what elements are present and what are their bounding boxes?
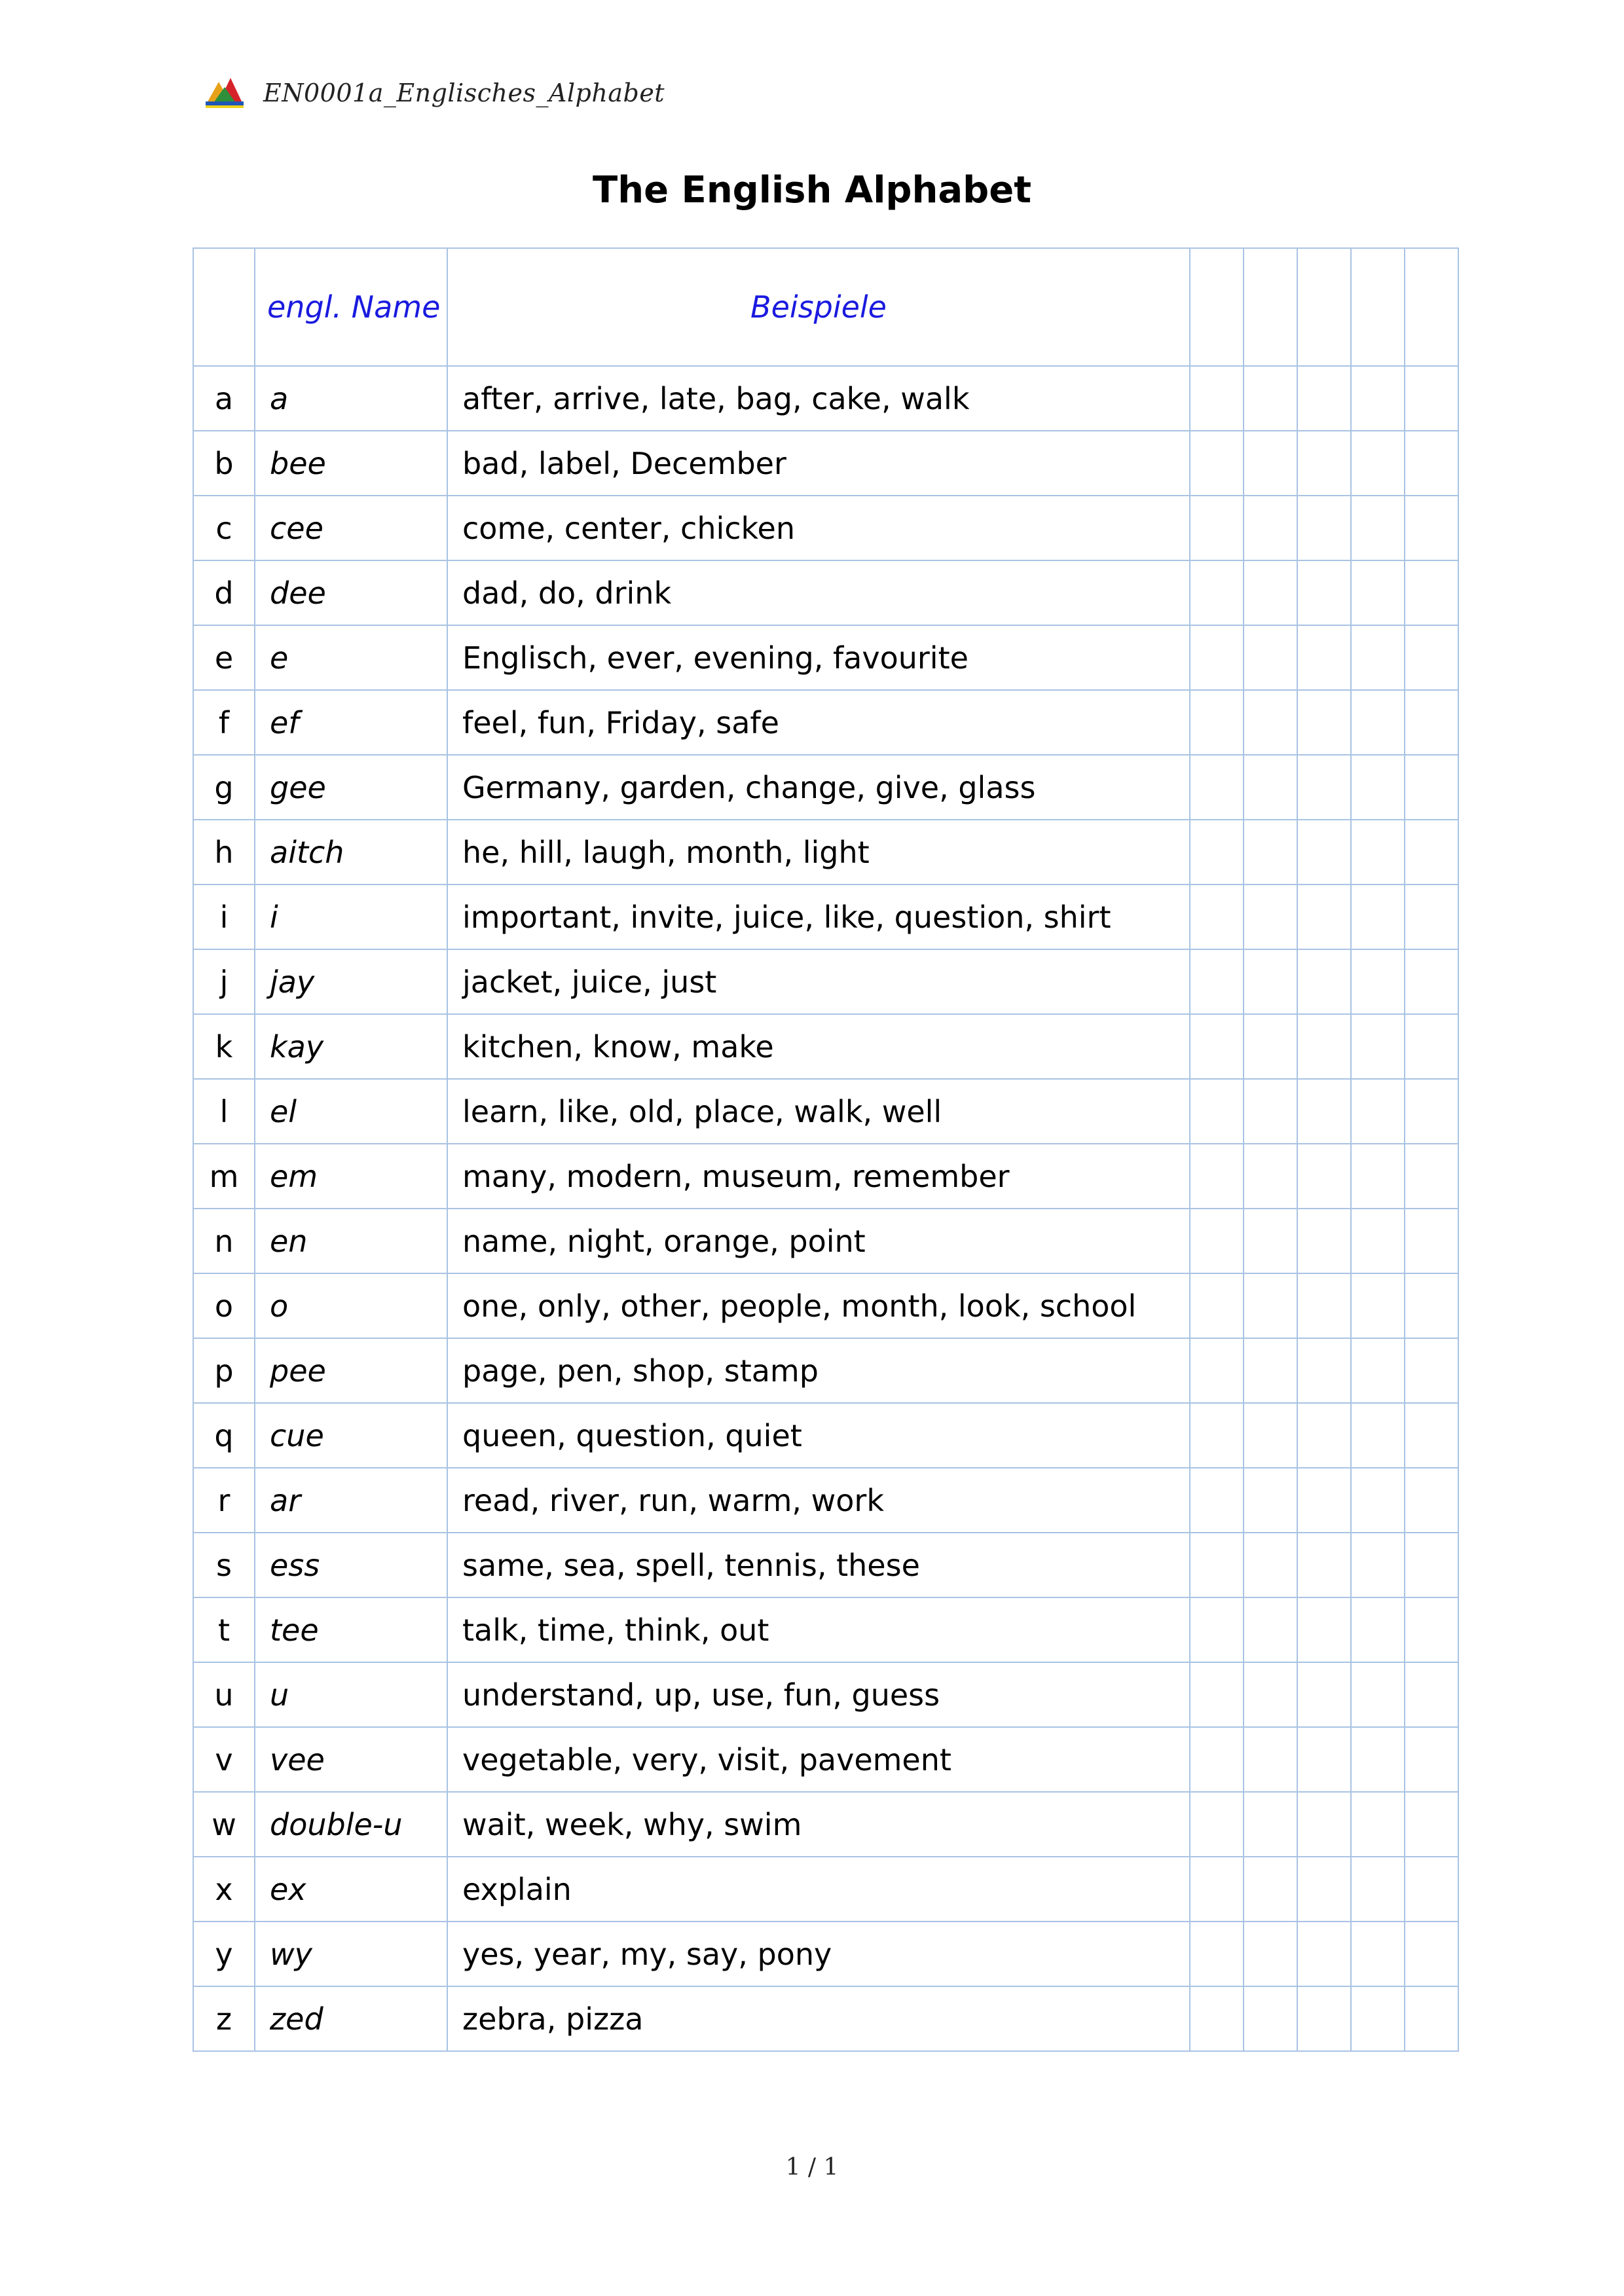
blank-cell [1190, 820, 1244, 884]
blank-cell [1351, 625, 1405, 690]
blank-cell [1405, 431, 1458, 496]
blank-cell [1405, 1597, 1458, 1662]
alphabet-table [193, 247, 1459, 2052]
blank-cell [1351, 1338, 1405, 1403]
blank-cell [1351, 366, 1405, 431]
blank-cell [1351, 1662, 1405, 1727]
blank-cell [1351, 820, 1405, 884]
blank-cell [1297, 1079, 1351, 1144]
blank-cell [1244, 366, 1297, 431]
blank-cell [1190, 949, 1244, 1014]
document-header [204, 73, 665, 113]
blank-cell [1297, 1338, 1351, 1403]
blank-cell [1244, 1597, 1297, 1662]
blank-cell [1190, 1079, 1244, 1144]
table-row [193, 1338, 1458, 1403]
name-cell: ar [255, 1468, 447, 1533]
blank-cell [1297, 690, 1351, 755]
letter-cell: u [193, 1662, 255, 1727]
blank-cell [1297, 625, 1351, 690]
blank-cell [1405, 755, 1458, 820]
blank-cell [1190, 1403, 1244, 1468]
examples-cell: queen, question, quiet [447, 1403, 1190, 1468]
blank-cell [1190, 496, 1244, 560]
blank-cell [1351, 560, 1405, 625]
letter-cell: h [193, 820, 255, 884]
table-row [193, 884, 1458, 949]
blank-cell [1297, 1727, 1351, 1792]
blank-cell [1297, 1403, 1351, 1468]
letter-cell: p [193, 1338, 255, 1403]
blank-cell [1405, 1014, 1458, 1079]
blank-cell [1297, 755, 1351, 820]
name-cell: pee [255, 1338, 447, 1403]
blank-cell [1405, 1338, 1458, 1403]
name-cell: double-u [255, 1792, 447, 1857]
letter-cell: k [193, 1014, 255, 1079]
table-row [193, 949, 1458, 1014]
blank-cell [1244, 1922, 1297, 1986]
blank-cell [1190, 366, 1244, 431]
blank-cell [1405, 1533, 1458, 1597]
blank-cell [1351, 1468, 1405, 1533]
blank-cell [1405, 820, 1458, 884]
letter-cell: s [193, 1533, 255, 1597]
blank-cell [1190, 1014, 1244, 1079]
blank-cell [1244, 1986, 1297, 2051]
examples-cell: after, arrive, late, bag, cake, walk [447, 366, 1190, 431]
letter-cell: i [193, 884, 255, 949]
blank-cell [1297, 1662, 1351, 1727]
blank-cell [1190, 560, 1244, 625]
table-row [193, 820, 1458, 884]
name-cell: ef [255, 690, 447, 755]
blank-cell [1405, 1986, 1458, 2051]
blank-cell [1190, 1792, 1244, 1857]
blank-cell [1405, 1079, 1458, 1144]
blank-cell [1297, 496, 1351, 560]
name-cell: ex [255, 1857, 447, 1922]
name-cell: gee [255, 755, 447, 820]
table-row [193, 1986, 1458, 2051]
blank-cell [1351, 1792, 1405, 1857]
blank-cell [1190, 755, 1244, 820]
name-cell: kay [255, 1014, 447, 1079]
examples-cell: learn, like, old, place, walk, well [447, 1079, 1190, 1144]
blank-cell [1351, 1273, 1405, 1338]
blank-cell [1190, 1533, 1244, 1597]
blank-cell [1244, 884, 1297, 949]
blank-cell [1244, 431, 1297, 496]
examples-cell: zebra, pizza [447, 1986, 1190, 2051]
examples-cell: many, modern, museum, remember [447, 1144, 1190, 1209]
blank-cell [1405, 1792, 1458, 1857]
publisher-logo-icon [204, 77, 245, 109]
blank-cell [1244, 755, 1297, 820]
blank-cell [1405, 625, 1458, 690]
blank-cell [1405, 949, 1458, 1014]
name-cell: cee [255, 496, 447, 560]
examples-cell: Englisch, ever, evening, favourite [447, 625, 1190, 690]
table-row [193, 1273, 1458, 1338]
blank-cell [1190, 1986, 1244, 2051]
name-cell: wy [255, 1922, 447, 1986]
examples-cell: one, only, other, people, month, look, school [447, 1273, 1190, 1338]
examples-cell: kitchen, know, make [447, 1014, 1190, 1079]
blank-cell [1351, 1209, 1405, 1273]
blank-cell [1405, 1857, 1458, 1922]
examples-cell: jacket, juice, just [447, 949, 1190, 1014]
blank-cell [1297, 1857, 1351, 1922]
letter-cell: v [193, 1727, 255, 1792]
blank-cell [1190, 625, 1244, 690]
letter-cell: b [193, 431, 255, 496]
document-code: EN0001a_Englisches_Alphabet [263, 79, 665, 107]
letter-cell: m [193, 1144, 255, 1209]
examples-cell: understand, up, use, fun, guess [447, 1662, 1190, 1727]
examples-cell: Germany, garden, change, give, glass [447, 755, 1190, 820]
examples-cell: dad, do, drink [447, 560, 1190, 625]
name-cell: em [255, 1144, 447, 1209]
blank-cell [1190, 690, 1244, 755]
examples-cell: come, center, chicken [447, 496, 1190, 560]
name-cell: u [255, 1662, 447, 1727]
blank-cell [1351, 1403, 1405, 1468]
table-row [193, 1079, 1458, 1144]
blank-cell [1351, 1533, 1405, 1597]
letter-cell: j [193, 949, 255, 1014]
table-row [193, 1468, 1458, 1533]
blank-cell [1244, 690, 1297, 755]
blank-cell [1297, 1792, 1351, 1857]
blank-cell [1351, 248, 1405, 366]
examples-cell: vegetable, very, visit, pavement [447, 1727, 1190, 1792]
table-row [193, 1597, 1458, 1662]
table-row [193, 366, 1458, 431]
name-cell: aitch [255, 820, 447, 884]
table-row [193, 690, 1458, 755]
header-examples-cell: Beispiele [447, 248, 1190, 366]
blank-cell [1297, 1144, 1351, 1209]
blank-cell [1190, 1144, 1244, 1209]
blank-cell [1190, 1727, 1244, 1792]
header-letter-cell [193, 248, 255, 366]
table-row [193, 1209, 1458, 1273]
blank-cell [1244, 560, 1297, 625]
letter-cell: t [193, 1597, 255, 1662]
name-cell: a [255, 366, 447, 431]
blank-cell [1244, 1338, 1297, 1403]
page-title: The English Alphabet [593, 169, 1031, 211]
table-row [193, 1857, 1458, 1922]
letter-cell: a [193, 366, 255, 431]
blank-cell [1190, 1209, 1244, 1273]
blank-cell [1351, 1597, 1405, 1662]
blank-cell [1190, 1273, 1244, 1338]
letter-cell: n [193, 1209, 255, 1273]
table-row [193, 560, 1458, 625]
name-cell: tee [255, 1597, 447, 1662]
blank-cell [1190, 431, 1244, 496]
blank-cell [1190, 248, 1244, 366]
blank-cell [1297, 366, 1351, 431]
blank-cell [1244, 248, 1297, 366]
blank-cell [1244, 625, 1297, 690]
blank-cell [1190, 1922, 1244, 1986]
blank-cell [1297, 1273, 1351, 1338]
name-cell: ess [255, 1533, 447, 1597]
letter-cell: x [193, 1857, 255, 1922]
table-row [193, 1727, 1458, 1792]
name-cell: zed [255, 1986, 447, 2051]
blank-cell [1244, 1792, 1297, 1857]
table-row [193, 1144, 1458, 1209]
table-row [193, 1533, 1458, 1597]
blank-cell [1244, 1533, 1297, 1597]
blank-cell [1190, 884, 1244, 949]
blank-cell [1405, 1468, 1458, 1533]
letter-cell: o [193, 1273, 255, 1338]
blank-cell [1351, 1857, 1405, 1922]
name-cell: el [255, 1079, 447, 1144]
blank-cell [1351, 1014, 1405, 1079]
blank-cell [1297, 431, 1351, 496]
blank-cell [1244, 820, 1297, 884]
examples-cell: yes, year, my, say, pony [447, 1922, 1190, 1986]
examples-cell: page, pen, shop, stamp [447, 1338, 1190, 1403]
letter-cell: c [193, 496, 255, 560]
blank-cell [1297, 1597, 1351, 1662]
table-row [193, 431, 1458, 496]
letter-cell: y [193, 1922, 255, 1986]
letter-cell: q [193, 1403, 255, 1468]
blank-cell [1244, 496, 1297, 560]
blank-cell [1297, 1014, 1351, 1079]
blank-cell [1297, 884, 1351, 949]
letter-cell: w [193, 1792, 255, 1857]
blank-cell [1405, 690, 1458, 755]
blank-cell [1351, 884, 1405, 949]
blank-cell [1244, 1662, 1297, 1727]
table-row [193, 625, 1458, 690]
blank-cell [1405, 884, 1458, 949]
blank-cell [1351, 690, 1405, 755]
blank-cell [1405, 1403, 1458, 1468]
blank-cell [1190, 1857, 1244, 1922]
blank-cell [1405, 1273, 1458, 1338]
blank-cell [1351, 949, 1405, 1014]
blank-cell [1297, 1209, 1351, 1273]
blank-cell [1244, 1727, 1297, 1792]
table-header-row [193, 248, 1458, 366]
blank-cell [1405, 1144, 1458, 1209]
name-cell: dee [255, 560, 447, 625]
letter-cell: e [193, 625, 255, 690]
page-number: 1 / 1 [785, 2154, 839, 2181]
blank-cell [1244, 1014, 1297, 1079]
blank-cell [1405, 1209, 1458, 1273]
blank-cell [1351, 496, 1405, 560]
blank-cell [1190, 1468, 1244, 1533]
name-cell: o [255, 1273, 447, 1338]
table-row [193, 755, 1458, 820]
examples-cell: important, invite, juice, like, question, shirt [447, 884, 1190, 949]
examples-cell: he, hill, laugh, month, light [447, 820, 1190, 884]
table-row [193, 1014, 1458, 1079]
name-cell: jay [255, 949, 447, 1014]
examples-cell: name, night, orange, point [447, 1209, 1190, 1273]
blank-cell [1351, 1922, 1405, 1986]
examples-cell: wait, week, why, swim [447, 1792, 1190, 1857]
blank-cell [1297, 1533, 1351, 1597]
blank-cell [1244, 1468, 1297, 1533]
table-row [193, 1792, 1458, 1857]
blank-cell [1244, 1079, 1297, 1144]
examples-cell: same, sea, spell, tennis, these [447, 1533, 1190, 1597]
blank-cell [1244, 1273, 1297, 1338]
blank-cell [1405, 1662, 1458, 1727]
examples-cell: explain [447, 1857, 1190, 1922]
blank-cell [1190, 1662, 1244, 1727]
blank-cell [1190, 1338, 1244, 1403]
blank-cell [1351, 1727, 1405, 1792]
name-cell: e [255, 625, 447, 690]
blank-cell [1351, 1986, 1405, 2051]
blank-cell [1405, 366, 1458, 431]
table-row [193, 1922, 1458, 1986]
name-cell: cue [255, 1403, 447, 1468]
name-cell: en [255, 1209, 447, 1273]
blank-cell [1297, 248, 1351, 366]
letter-cell: l [193, 1079, 255, 1144]
blank-cell [1405, 1727, 1458, 1792]
blank-cell [1405, 560, 1458, 625]
letter-cell: f [193, 690, 255, 755]
table-row [193, 1662, 1458, 1727]
name-cell: bee [255, 431, 447, 496]
blank-cell [1297, 1922, 1351, 1986]
blank-cell [1297, 1986, 1351, 2051]
letter-cell: d [193, 560, 255, 625]
blank-cell [1190, 1597, 1244, 1662]
letter-cell: z [193, 1986, 255, 2051]
examples-cell: talk, time, think, out [447, 1597, 1190, 1662]
blank-cell [1297, 1468, 1351, 1533]
examples-cell: read, river, run, warm, work [447, 1468, 1190, 1533]
header-name-cell: engl. Name [255, 248, 447, 366]
blank-cell [1244, 1144, 1297, 1209]
blank-cell [1405, 248, 1458, 366]
letter-cell: r [193, 1468, 255, 1533]
examples-cell: feel, fun, Friday, safe [447, 690, 1190, 755]
examples-cell: bad, label, December [447, 431, 1190, 496]
blank-cell [1244, 1857, 1297, 1922]
name-cell: vee [255, 1727, 447, 1792]
table-row [193, 1403, 1458, 1468]
table-row [193, 496, 1458, 560]
blank-cell [1351, 431, 1405, 496]
blank-cell [1244, 949, 1297, 1014]
blank-cell [1244, 1403, 1297, 1468]
blank-cell [1405, 1922, 1458, 1986]
blank-cell [1297, 820, 1351, 884]
blank-cell [1297, 560, 1351, 625]
letter-cell: g [193, 755, 255, 820]
blank-cell [1405, 496, 1458, 560]
blank-cell [1351, 1144, 1405, 1209]
blank-cell [1297, 949, 1351, 1014]
name-cell: i [255, 884, 447, 949]
blank-cell [1244, 1209, 1297, 1273]
blank-cell [1351, 1079, 1405, 1144]
blank-cell [1351, 755, 1405, 820]
